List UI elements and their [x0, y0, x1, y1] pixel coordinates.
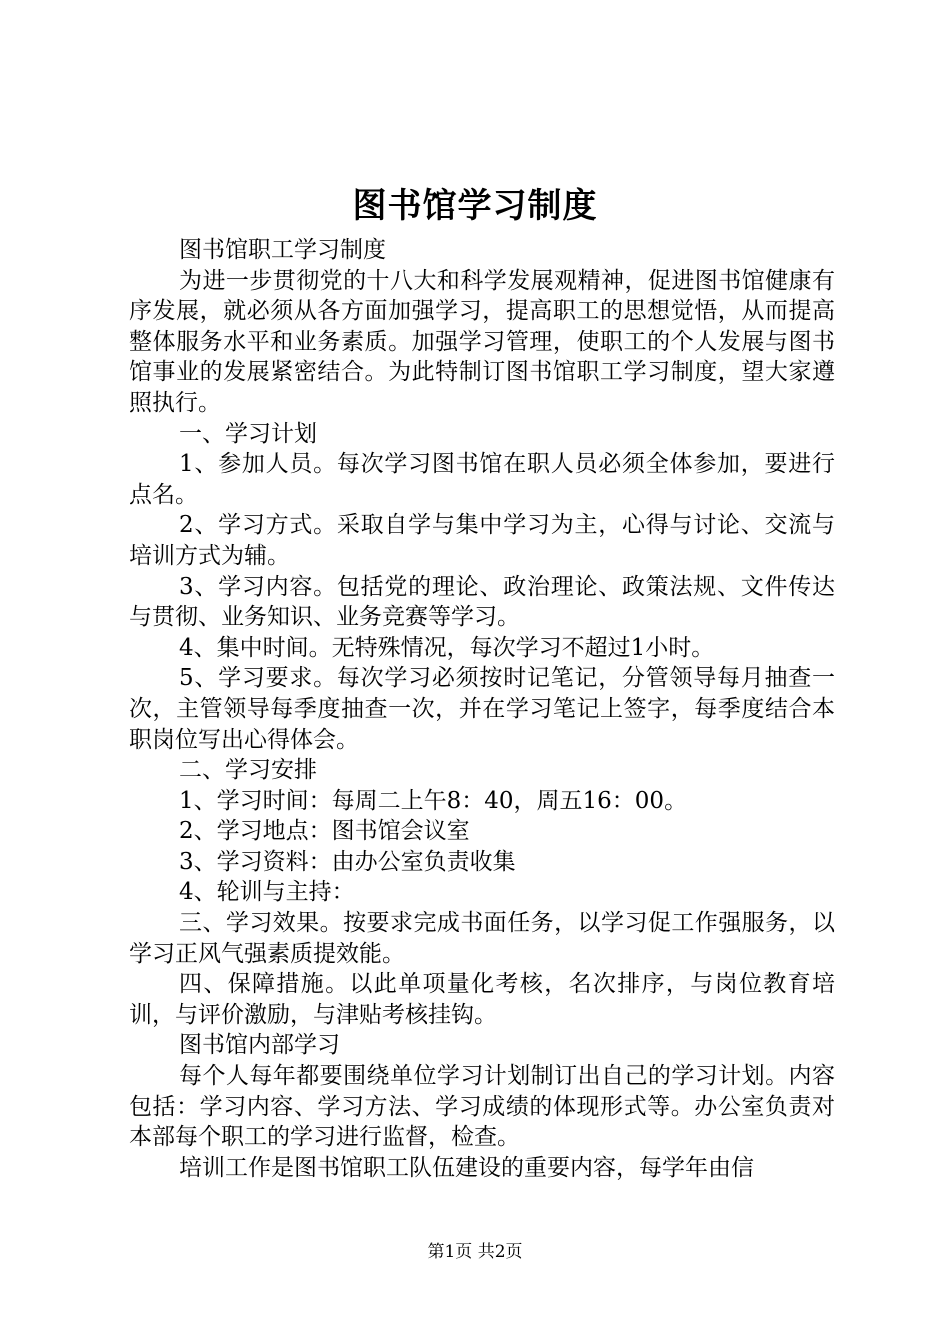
intro-paragraph: 为进一步贯彻党的十八大和科学发展观精神，促进图书馆健康有序发展，就必须从各方面加强学习，提高职工的思想觉悟，从而提高整体服务水平和业务素质。加强学习管理，使职工的个人发展与图书馆事业的发展紧密结合。为此特制订图书馆职工学习制度，望大家遵照执行。 [129, 267, 835, 416]
heading-study-plan: 一、学习计划 [179, 420, 317, 447]
section-safeguard-measures: 四、保障措施。以此单项量化考核，名次排序，与岗位教育培训，与评价激励，与津贴考核挂钩。 [129, 971, 835, 1028]
plan-item-participants: 1、参加人员。每次学习图书馆在职人员必须全体参加，要进行点名。 [129, 451, 835, 508]
plan-item-method: 2、学习方式。采取自学与集中学习为主，心得与讨论、交流与培训方式为辅。 [129, 512, 835, 569]
document-title: 图书馆学习制度 [352, 186, 598, 226]
page-footer: 第1页 共2页 [427, 1242, 523, 1262]
arrangement-item-time: 1、学习时间：每周二上午8：40，周五16：00。 [179, 787, 688, 814]
training-paragraph: 培训工作是图书馆职工队伍建设的重要内容，每学年由信 [179, 1154, 754, 1181]
section-heading-internal-study: 图书馆内部学习 [179, 1032, 340, 1059]
internal-study-paragraph: 每个人每年都要围绕单位学习计划制订出自己的学习计划。内容包括：学习内容、学习方法、学习成绩的体现形式等。办公室负责对本部每个职工的学习进行监督，检查。 [129, 1063, 835, 1151]
heading-study-arrangement: 二、学习安排 [179, 757, 317, 784]
arrangement-item-location: 2、学习地点：图书馆会议室 [179, 818, 470, 845]
section-study-effect: 三、学习效果。按要求完成书面任务，以学习促工作强服务，以学习正风气强素质提效能。 [129, 910, 835, 967]
plan-item-content: 3、学习内容。包括党的理论、政治理论、政策法规、文件传达与贯彻、业务知识、业务竞赛等学习。 [129, 573, 835, 631]
section-heading-staff-study-rules: 图书馆职工学习制度 [179, 237, 386, 263]
plan-item-requirements: 5、学习要求。每次学习必须按时记笔记，分管领导每月抽查一次，主管领导每季度抽查一次，并在学习笔记上签字，每季度结合本职岗位写出心得体会。 [129, 665, 835, 753]
arrangement-item-materials: 3、学习资料：由办公室负责收集 [179, 848, 516, 875]
document-body [129, 235, 835, 1183]
arrangement-item-rotation: 4、轮训与主持： [179, 879, 355, 906]
plan-item-time: 4、集中时间。无特殊情况，每次学习不超过1小时。 [179, 634, 715, 661]
